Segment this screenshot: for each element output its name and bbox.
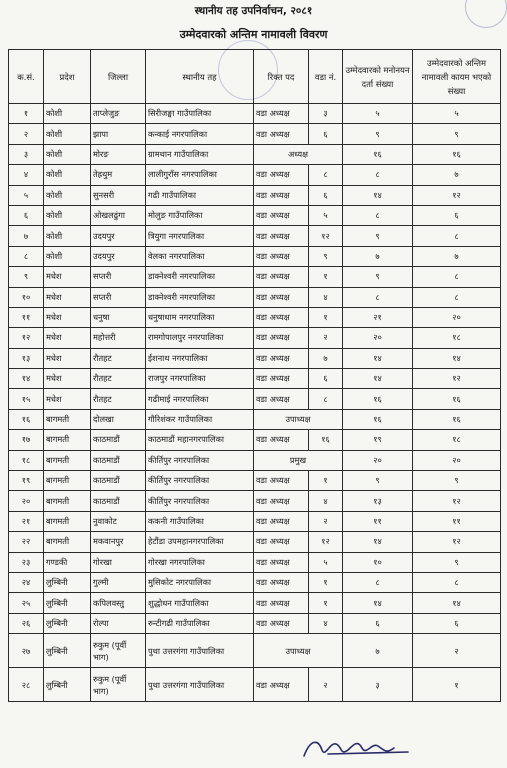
cell-vacant-post: वडा अध्यक्ष [254, 226, 309, 246]
cell-ward: ४ [309, 613, 343, 633]
cell-province: मधेश [44, 328, 91, 348]
cell-district: काठमाडौं [91, 430, 146, 450]
table-row [9, 185, 501, 205]
cell-ward: १२ [309, 532, 343, 552]
cell-ward: ५ [309, 552, 343, 572]
cell-vacant-post: वडा अध्यक्ष [254, 593, 309, 613]
cell-local-level: पुथा उत्तरगंगा गाउँपालिका [146, 634, 254, 668]
cell-nominated-count: १९ [343, 430, 413, 450]
cell-vacant-post: अध्यक्ष [254, 144, 343, 164]
cell-district: रोल्पा [91, 613, 146, 633]
cell-local-level: धनुषाधाम नगरपालिका [146, 307, 254, 327]
cell-vacant-post: वडा अध्यक्ष [254, 491, 309, 511]
cell-serial: ९ [9, 267, 44, 287]
cell-nominated-count: ८ [343, 165, 413, 185]
cell-local-level: रामगोपालपुर नगरपालिका [146, 328, 254, 348]
cell-serial: ७ [9, 226, 44, 246]
cell-province: कोशी [44, 124, 91, 144]
cell-district: सप्तरी [91, 267, 146, 287]
cell-serial: २१ [9, 511, 44, 531]
cell-ward: ६ [309, 185, 343, 205]
cell-province: कोशी [44, 226, 91, 246]
cell-nominated-count: ९ [343, 267, 413, 287]
cell-final-count: १६ [413, 389, 501, 409]
cell-serial: ३ [9, 144, 44, 164]
cell-serial: २८ [9, 668, 44, 702]
table-row [9, 287, 501, 307]
cell-ward: १ [309, 572, 343, 592]
cell-vacant-post: वडा अध्यक्ष [254, 287, 309, 307]
cell-province: बागमती [44, 409, 91, 429]
cell-province: मधेश [44, 287, 91, 307]
cell-ward: २ [309, 668, 343, 702]
cell-serial: ४ [9, 165, 44, 185]
cell-province: मधेश [44, 348, 91, 368]
cell-local-level: ककनी गाउँपालिका [146, 511, 254, 531]
cell-local-level: काठमाडौं महानगरपालिका [146, 430, 254, 450]
cell-nominated-count: ९ [343, 471, 413, 491]
cell-local-level: ईशनाथ नगरपालिका [146, 348, 254, 368]
cell-nominated-count: १४ [343, 348, 413, 368]
cell-district: उदयपुर [91, 226, 146, 246]
cell-local-level: लालीगुराँस नगरपालिका [146, 165, 254, 185]
cell-serial: १९ [9, 471, 44, 491]
cell-vacant-post: वडा अध्यक्ष [254, 511, 309, 531]
cell-province: मधेश [44, 369, 91, 389]
table-header-row [9, 50, 501, 104]
cell-district: रौतहट [91, 389, 146, 409]
cell-serial: १४ [9, 369, 44, 389]
cell-final-count: १४ [413, 593, 501, 613]
cell-local-level: शुद्धोधन गाउँपालिका [146, 593, 254, 613]
cell-district: झापा [91, 124, 146, 144]
cell-nominated-count: ५ [343, 104, 413, 124]
cell-vacant-post: वडा अध्यक्ष [254, 124, 309, 144]
cell-vacant-post: वडा अध्यक्ष [254, 205, 309, 225]
table-row [9, 246, 501, 266]
cell-final-count: २ [413, 634, 501, 668]
cell-local-level: वेलका नगरपालिका [146, 246, 254, 266]
cell-district: रौतहट [91, 369, 146, 389]
cell-local-level: त्रियुगा नगरपालिका [146, 226, 254, 246]
cell-province: लुम्बिनी [44, 572, 91, 592]
cell-ward: १ [309, 471, 343, 491]
cell-province: बागमती [44, 532, 91, 552]
cell-ward: २ [309, 328, 343, 348]
page-subtitle: उम्मेदवारको अन्तिम नामावली विवरण [179, 28, 328, 41]
cell-ward: १६ [309, 430, 343, 450]
cell-final-count: १६ [413, 144, 501, 164]
page-title: स्थानीय तह उपनिर्वाचन, २०८१ [194, 5, 313, 17]
col-header-province: प्रदेश [44, 50, 91, 104]
cell-serial: १८ [9, 450, 44, 470]
cell-district: गुल्मी [91, 572, 146, 592]
table-row [9, 226, 501, 246]
cell-serial: २४ [9, 572, 44, 592]
cell-ward: ७ [309, 348, 343, 368]
table-row [9, 205, 501, 225]
cell-ward: ३ [309, 104, 343, 124]
cell-serial: २० [9, 491, 44, 511]
cell-ward: १२ [309, 226, 343, 246]
cell-district: रौतहट [91, 348, 146, 368]
cell-ward: ५ [309, 205, 343, 225]
cell-local-level: ग्रामथान गाउँपालिका [146, 144, 254, 164]
table-row [9, 491, 501, 511]
cell-final-count: ९ [413, 471, 501, 491]
cell-ward: १ [309, 307, 343, 327]
cell-nominated-count: ११ [343, 511, 413, 531]
cell-final-count: ९ [413, 552, 501, 572]
cell-final-count: ८ [413, 226, 501, 246]
table-row [9, 471, 501, 491]
cell-district: दोलखा [91, 409, 146, 429]
cell-district: मोरङ [91, 144, 146, 164]
cell-local-level: पुथा उत्तरगंगा गाउँपालिका [146, 668, 254, 702]
cell-province: बागमती [44, 430, 91, 450]
cell-district: महोत्तरी [91, 328, 146, 348]
cell-nominated-count: ८ [343, 205, 413, 225]
cell-province: लुम्बिनी [44, 634, 91, 668]
cell-final-count: २० [413, 450, 501, 470]
cell-nominated-count: १३ [343, 491, 413, 511]
cell-district: धनुषा [91, 307, 146, 327]
cell-serial: ६ [9, 205, 44, 225]
col-header-district: जिल्ला [91, 50, 146, 104]
cell-local-level: कीर्तिपुर नगरपालिका [146, 450, 254, 470]
col-header-final-count: उम्मेदवारको अन्तिम नामावली कायम भएको संख्या [413, 50, 501, 104]
cell-serial: १५ [9, 389, 44, 409]
cell-vacant-post: वडा अध्यक्ष [254, 328, 309, 348]
cell-vacant-post: वडा अध्यक्ष [254, 572, 309, 592]
table-row [9, 511, 501, 531]
cell-province: बागमती [44, 511, 91, 531]
cell-final-count: १ [413, 668, 501, 702]
table-row [9, 165, 501, 185]
cell-serial: ११ [9, 307, 44, 327]
table-row [9, 348, 501, 368]
signature [300, 730, 420, 764]
cell-serial: २६ [9, 613, 44, 633]
cell-final-count: १२ [413, 491, 501, 511]
cell-ward: १ [309, 593, 343, 613]
table-row [9, 369, 501, 389]
cell-province: मधेश [44, 389, 91, 409]
cell-province: गण्डकी [44, 552, 91, 572]
cell-province: कोशी [44, 104, 91, 124]
office-seal-stamp [465, 0, 507, 28]
cell-nominated-count: ७ [343, 246, 413, 266]
cell-final-count: ८ [413, 267, 501, 287]
cell-vacant-post: वडा अध्यक्ष [254, 165, 309, 185]
cell-local-level: मोलुङ गाउँपालिका [146, 205, 254, 225]
cell-nominated-count: ६ [343, 613, 413, 633]
cell-district: रुकुम (पूर्वी भाग) [91, 668, 146, 702]
cell-vacant-post: उपाध्यक्ष [254, 409, 343, 429]
cell-serial: २२ [9, 532, 44, 552]
table-row [9, 267, 501, 287]
cell-ward: ४ [309, 491, 343, 511]
cell-province: बागमती [44, 491, 91, 511]
cell-local-level: हेटौंडा उपमहानगरपालिका [146, 532, 254, 552]
cell-local-level: मुसिकोट नगरपालिका [146, 572, 254, 592]
cell-final-count: १६ [413, 409, 501, 429]
cell-vacant-post: वडा अध्यक्ष [254, 307, 309, 327]
cell-final-count: ११ [413, 511, 501, 531]
cell-vacant-post: वडा अध्यक्ष [254, 267, 309, 287]
table-row [9, 389, 501, 409]
table-body [9, 104, 501, 702]
cell-district: तेह्रथुम [91, 165, 146, 185]
cell-district: काठमाडौं [91, 450, 146, 470]
cell-serial: ५ [9, 185, 44, 205]
cell-vacant-post: उपाध्यक्ष [254, 634, 343, 668]
cell-province: मधेश [44, 267, 91, 287]
table-row [9, 430, 501, 450]
cell-vacant-post: वडा अध्यक्ष [254, 613, 309, 633]
table-row [9, 668, 501, 702]
cell-serial: २५ [9, 593, 44, 613]
cell-ward: २ [309, 511, 343, 531]
cell-serial: १ [9, 104, 44, 124]
cell-nominated-count: १४ [343, 593, 413, 613]
cell-final-count: ९ [413, 124, 501, 144]
cell-nominated-count: ८ [343, 287, 413, 307]
cell-province: कोशी [44, 165, 91, 185]
cell-local-level: रुन्टीगढी गाउँपालिका [146, 613, 254, 633]
cell-district: ताप्लेजुङ [91, 104, 146, 124]
cell-nominated-count: २० [343, 328, 413, 348]
cell-nominated-count: १४ [343, 532, 413, 552]
cell-district: ओखलढुंगा [91, 205, 146, 225]
cell-ward: ६ [309, 124, 343, 144]
cell-nominated-count: २० [343, 450, 413, 470]
cell-province: लुम्बिनी [44, 613, 91, 633]
cell-local-level: गौरिशंकर गाउँपालिका [146, 409, 254, 429]
cell-ward: १ [309, 267, 343, 287]
table-row [9, 532, 501, 552]
cell-final-count: १२ [413, 369, 501, 389]
cell-local-level: कीर्तिपुर नगरपालिका [146, 471, 254, 491]
cell-province: बागमती [44, 471, 91, 491]
cell-province: कोशी [44, 144, 91, 164]
table-row [9, 552, 501, 572]
table-row [9, 613, 501, 633]
table-row [9, 124, 501, 144]
cell-district: काठमाडौं [91, 471, 146, 491]
cell-serial: १० [9, 287, 44, 307]
cell-vacant-post: वडा अध्यक्ष [254, 185, 309, 205]
cell-final-count: ७ [413, 246, 501, 266]
cell-vacant-post: वडा अध्यक्ष [254, 369, 309, 389]
col-header-ward: वडा नं. [309, 50, 343, 104]
table-row [9, 450, 501, 470]
cell-province: मधेश [44, 307, 91, 327]
cell-final-count: ८ [413, 572, 501, 592]
table-row [9, 104, 501, 124]
cell-province: कोशी [44, 205, 91, 225]
cell-local-level: गोरखा नगरपालिका [146, 552, 254, 572]
cell-nominated-count: ९ [343, 124, 413, 144]
cell-nominated-count: २१ [343, 307, 413, 327]
cell-final-count: १४ [413, 348, 501, 368]
cell-ward: ९ [309, 246, 343, 266]
cell-district: गोरखा [91, 552, 146, 572]
cell-nominated-count: १६ [343, 409, 413, 429]
cell-local-level: गढी गाउँपालिका [146, 185, 254, 205]
cell-vacant-post: प्रमुख [254, 450, 343, 470]
cell-province: लुम्बिनी [44, 593, 91, 613]
cell-nominated-count: १६ [343, 389, 413, 409]
cell-district: रुकुम (पूर्वी भाग) [91, 634, 146, 668]
cell-nominated-count: ८ [343, 572, 413, 592]
table-row [9, 409, 501, 429]
cell-final-count: १२ [413, 532, 501, 552]
cell-serial: १२ [9, 328, 44, 348]
cell-nominated-count: ७ [343, 634, 413, 668]
cell-province: लुम्बिनी [44, 668, 91, 702]
cell-final-count: ८ [413, 287, 501, 307]
cell-final-count: ७ [413, 165, 501, 185]
cell-ward: ८ [309, 389, 343, 409]
cell-ward: ८ [309, 165, 343, 185]
cell-vacant-post: वडा अध्यक्ष [254, 430, 309, 450]
cell-serial: २३ [9, 552, 44, 572]
cell-province: कोशी [44, 246, 91, 266]
col-header-nominated-count: उम्मेदवारको मनोनयन दर्ता संख्या [343, 50, 413, 104]
cell-province: बागमती [44, 450, 91, 470]
cell-province: कोशी [44, 185, 91, 205]
cell-final-count: १८ [413, 328, 501, 348]
cell-district: उदयपुर [91, 246, 146, 266]
cell-vacant-post: वडा अध्यक्ष [254, 389, 309, 409]
table-row [9, 307, 501, 327]
cell-serial: १६ [9, 409, 44, 429]
cell-local-level: राजपुर नगरपालिका [146, 369, 254, 389]
cell-district: सुनसरी [91, 185, 146, 205]
cell-district: कपिलवस्तु [91, 593, 146, 613]
cell-final-count: १८ [413, 430, 501, 450]
cell-nominated-count: १६ [343, 144, 413, 164]
cell-nominated-count: १० [343, 552, 413, 572]
cell-ward: ४ [309, 287, 343, 307]
cell-serial: १३ [9, 348, 44, 368]
col-header-vacant-post: रिक्त पद [254, 50, 309, 104]
cell-district: नुवाकोट [91, 511, 146, 531]
table-row [9, 572, 501, 592]
cell-local-level: सिरीजङ्घा गाउँपालिका [146, 104, 254, 124]
cell-serial: १७ [9, 430, 44, 450]
table-row [9, 593, 501, 613]
cell-ward: ६ [309, 369, 343, 389]
col-header-serial: क.सं. [9, 50, 44, 104]
cell-nominated-count: १४ [343, 185, 413, 205]
cell-final-count: ५ [413, 104, 501, 124]
cell-final-count: १२ [413, 185, 501, 205]
cell-vacant-post: वडा अध्यक्ष [254, 246, 309, 266]
cell-vacant-post: वडा अध्यक्ष [254, 532, 309, 552]
cell-district: काठमाडौं [91, 491, 146, 511]
cell-final-count: २० [413, 307, 501, 327]
cell-vacant-post: वडा अध्यक्ष [254, 471, 309, 491]
cell-local-level: कीर्तिपुर नगरपालिका [146, 491, 254, 511]
cell-vacant-post: वडा अध्यक्ष [254, 668, 309, 702]
cell-local-level: डाक्नेश्वरी नगरपालिका [146, 267, 254, 287]
cell-vacant-post: वडा अध्यक्ष [254, 552, 309, 572]
cell-final-count: ६ [413, 205, 501, 225]
table-row [9, 144, 501, 164]
table-row [9, 328, 501, 348]
cell-vacant-post: वडा अध्यक्ष [254, 348, 309, 368]
cell-local-level: गढीमाई नगरपालिका [146, 389, 254, 409]
cell-local-level: डाक्नेश्वरी नगरपालिका [146, 287, 254, 307]
cell-local-level: कन्काई नगरपालिका [146, 124, 254, 144]
cell-serial: २७ [9, 634, 44, 668]
cell-serial: २ [9, 124, 44, 144]
cell-nominated-count: ९ [343, 226, 413, 246]
candidate-list-table [8, 49, 501, 702]
cell-district: सप्तरी [91, 287, 146, 307]
cell-final-count: ६ [413, 613, 501, 633]
cell-serial: ८ [9, 246, 44, 266]
cell-district: मकवानपुर [91, 532, 146, 552]
cell-nominated-count: १४ [343, 369, 413, 389]
col-header-local-level: स्थानीय तह [146, 50, 254, 104]
table-row [9, 634, 501, 668]
cell-vacant-post: वडा अध्यक्ष [254, 104, 309, 124]
cell-nominated-count: ३ [343, 668, 413, 702]
